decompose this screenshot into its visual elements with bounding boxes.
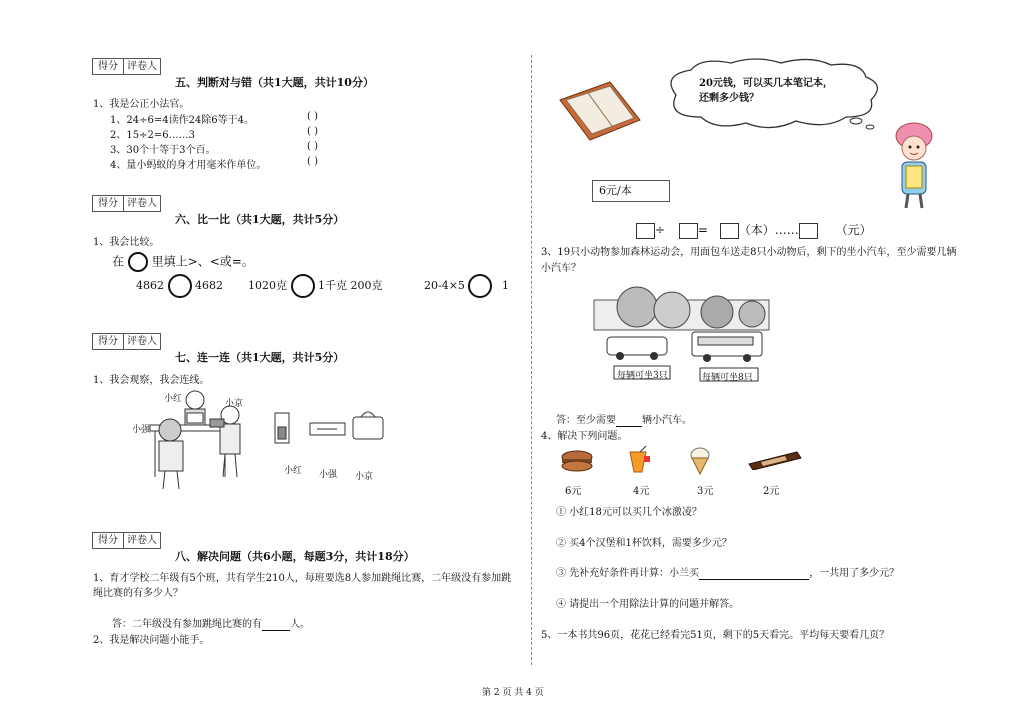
answer-paren[interactable]: ( ) xyxy=(307,111,318,122)
section5-item-4: 4、量小蚂蚁的身才用毫米作单位。 xyxy=(110,160,267,171)
section8-title: 八、解决问题（共6小题，每题3分，共计18分） xyxy=(175,550,415,563)
circle-icon xyxy=(128,252,148,272)
price-ice-cream: 3元 xyxy=(697,486,714,497)
equation-box[interactable] xyxy=(636,223,655,239)
q3-line-1: 3、19只小动物参加森林运动会，用面包车送走8只小动物后，剩下的坐小汽车，至少需要几辆 xyxy=(541,247,957,258)
price-drink: 4元 xyxy=(633,486,650,497)
grader-label: 评卷人 xyxy=(127,61,157,72)
score-box xyxy=(92,195,161,212)
comparison-1 xyxy=(136,274,223,298)
section8-q2: 2、我是解决问题小能手。 xyxy=(93,635,210,646)
q4-sub-3 xyxy=(556,564,899,580)
q4-sub-4: ④ 请提出一个用除法计算的问题并解答。 xyxy=(556,599,740,610)
equation-box[interactable] xyxy=(720,223,739,239)
score-label: 得分 xyxy=(93,533,124,548)
answer-prefix: 答：二年级没有参加跳绳比赛的有 xyxy=(112,619,262,630)
answer-paren[interactable]: ( ) xyxy=(307,141,318,152)
section8-q1-line1: 1、育才学校二年级有5个班，共有学生210人，每班要选8人参加跳绳比赛，二年级没有参加跳 xyxy=(93,573,512,584)
compare-left: 1020克 xyxy=(248,279,287,292)
section5-title: 五、判断对与错（共1大题，共计10分） xyxy=(175,76,374,89)
grader-label: 评卷人 xyxy=(127,336,157,347)
q3-answer xyxy=(556,411,692,427)
compare-left: 20-4×5 xyxy=(424,279,465,292)
person-label-xiaoqiang: 小强 xyxy=(132,425,151,435)
view-label-xiaojing: 小京 xyxy=(355,472,374,482)
section5-item-2: 2、15÷2=6……3 xyxy=(110,130,195,141)
unit-yuan: （元） xyxy=(835,223,872,237)
answer-blank[interactable] xyxy=(699,568,809,580)
score-box xyxy=(92,58,161,75)
score-label: 得分 xyxy=(93,196,124,211)
price-box xyxy=(592,180,670,202)
comparison-3 xyxy=(424,274,509,298)
comparison-2 xyxy=(248,274,383,298)
divide-sign: ÷ xyxy=(655,223,666,237)
hamburger-icon xyxy=(560,450,594,472)
grader-label: 评卷人 xyxy=(127,198,157,209)
forest-vehicles-illustration xyxy=(592,282,772,382)
q3-line-2: 小汽车？ xyxy=(541,263,581,274)
chocolate-bar-icon xyxy=(747,450,803,470)
bus-capacity-label: 每辆可坐8只 xyxy=(702,373,753,383)
compare-right: 4682 xyxy=(195,279,223,292)
equation-box[interactable] xyxy=(799,223,818,239)
person-label-xiaojing: 小京 xyxy=(225,399,244,409)
answer-blank[interactable] xyxy=(616,415,642,427)
score-box xyxy=(92,333,161,350)
bubble-line-1: 20元钱，可以买几本笔记本， xyxy=(699,78,833,89)
compare-right: 1 xyxy=(501,279,509,292)
price-label: 6元/本 xyxy=(599,184,632,197)
speech-bubble xyxy=(656,55,896,135)
person-label-xiaohong: 小红 xyxy=(164,394,183,404)
q4-sub-2: ② 买4个汉堡和1杯饮料，需要多少元？ xyxy=(556,538,732,549)
drink-icon xyxy=(624,446,654,474)
score-label: 得分 xyxy=(93,334,124,349)
car-capacity-label: 每辆可坐3只 xyxy=(617,371,668,381)
remainder-dots: …… xyxy=(774,223,799,237)
section5-q1: 1、我是公正小法官。 xyxy=(93,99,190,110)
section6-title: 六、比一比（共1大题，共计5分） xyxy=(175,213,345,226)
q5: 5、一本书共96页，花花已经看完51页，剩下的5天看完。平均每天要看几页？ xyxy=(541,630,890,641)
answer-blank[interactable] xyxy=(262,619,290,631)
equals-sign: = xyxy=(697,223,708,237)
page-footer: 第 2 页 共 4 页 xyxy=(482,688,544,698)
answer-suffix: 人。 xyxy=(290,619,310,630)
compare-right: 1千克 200克 xyxy=(318,279,383,292)
q4: 4、解决下列问题。 xyxy=(541,431,628,442)
notebook-icon xyxy=(552,80,644,142)
section8-q1-answer xyxy=(112,615,310,631)
section5-item-1: 1、24÷6=4读作24除6等于4。 xyxy=(110,115,255,126)
answer-circle[interactable] xyxy=(291,274,315,298)
section7-title: 七、连一连（共1大题，共计5分） xyxy=(175,351,345,364)
grader-label: 评卷人 xyxy=(127,535,157,546)
price-hamburger: 6元 xyxy=(565,486,582,497)
sub3-suffix: ，一共用了多少元？ xyxy=(809,568,900,579)
unit-ben: （本） xyxy=(738,223,775,237)
answer-prefix: 答：至少需要 xyxy=(556,415,616,426)
compare-instruction xyxy=(112,252,254,272)
q4-sub-1: ① 小红18元可以买几个冰激凌？ xyxy=(556,507,702,518)
ice-cream-icon xyxy=(688,447,712,475)
girl-character-icon xyxy=(888,120,940,215)
instr-post: 里填上>、<或=。 xyxy=(151,254,254,269)
answer-paren[interactable]: ( ) xyxy=(307,126,318,137)
column-divider xyxy=(531,55,533,665)
instr-pre: 在 xyxy=(112,254,125,269)
sub3-prefix: ③ 先补充好条件再计算：小兰买 xyxy=(556,568,700,579)
section8-q1-line2: 绳比赛的有多少人？ xyxy=(93,588,183,599)
bubble-line-2: 还剩多少钱？ xyxy=(699,93,759,104)
compare-left: 4862 xyxy=(136,279,164,292)
view-label-xiaohong: 小红 xyxy=(284,466,303,476)
answer-circle[interactable] xyxy=(168,274,192,298)
section6-q1: 1、我会比较。 xyxy=(93,237,160,248)
answer-suffix: 辆小汽车。 xyxy=(642,415,692,426)
equation-box[interactable] xyxy=(679,223,698,239)
section5-item-3: 3、30个十等于3个百。 xyxy=(110,145,216,156)
price-chocolate: 2元 xyxy=(763,486,780,497)
view-label-xiaoqiang: 小强 xyxy=(319,470,338,480)
score-label: 得分 xyxy=(93,59,124,74)
answer-paren[interactable]: ( ) xyxy=(307,156,318,167)
answer-circle[interactable] xyxy=(468,274,492,298)
score-box xyxy=(92,532,161,549)
section7-q1: 1、我会观察，我会连线。 xyxy=(93,375,210,386)
equation-row xyxy=(636,221,872,239)
